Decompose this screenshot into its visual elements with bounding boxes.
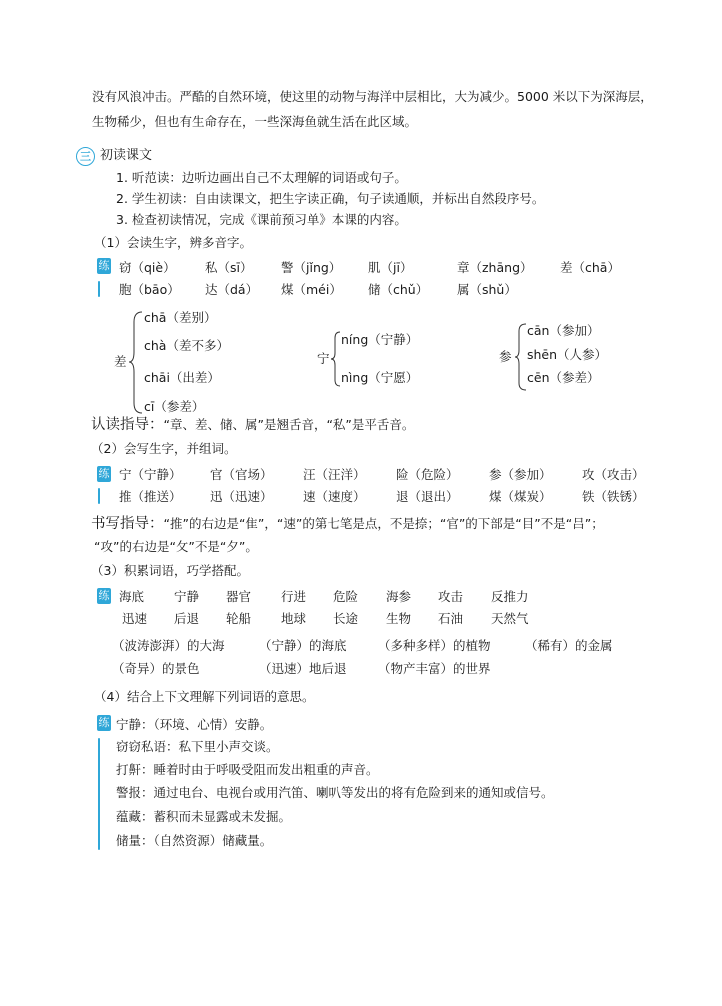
word-item: 后退 bbox=[174, 611, 200, 626]
write-guide-label: 书写指导： bbox=[91, 516, 164, 532]
write-item: 险（危险） bbox=[396, 467, 459, 482]
pinyin-item: 差（chā） bbox=[560, 260, 620, 275]
write-item: 攻（攻击） bbox=[582, 467, 645, 482]
word-item: 长途 bbox=[333, 611, 359, 626]
collocation-item: （稀有）的金属 bbox=[525, 638, 613, 653]
practice-tag: 练 bbox=[98, 467, 110, 480]
intro-line-1: 没有风浪冲击。严酷的自然环境，使这里的动物与海洋中层相比，大为减少。5000 米以下为深海层， bbox=[92, 89, 653, 104]
write-item: 参（参加） bbox=[489, 467, 552, 482]
word-item: 生物 bbox=[386, 611, 412, 626]
write-item: 退（退出） bbox=[396, 489, 459, 504]
polyphone-char-ning: 宁 bbox=[317, 351, 330, 366]
section-title: 初读课文 bbox=[100, 148, 153, 163]
word-item: 海底 bbox=[119, 589, 145, 604]
practice-marker bbox=[98, 281, 100, 297]
polyphone-reading: níng（宁静） bbox=[341, 332, 419, 347]
polyphone-char-cha: 差 bbox=[114, 354, 127, 369]
read-guide-text: “章、差、储、属”是翘舌音，“私”是平舌音。 bbox=[163, 417, 415, 432]
read-guide-label: 认读指导： bbox=[91, 417, 164, 433]
write-item: 宁（宁静） bbox=[119, 467, 182, 482]
pinyin-item: 章（zhāng） bbox=[457, 260, 533, 275]
write-item: 迅（迅速） bbox=[210, 489, 273, 504]
subsection-1-title: （1）会读生字，辨多音字。 bbox=[94, 235, 252, 250]
practice-tag: 练 bbox=[98, 259, 110, 272]
word-item: 危险 bbox=[333, 589, 359, 604]
write-guide-text: “推”的右边是“隹”，“速”的第七笔是点，不是捺；“官”的下部是“目”不是“吕”； bbox=[163, 516, 604, 531]
meaning-item: 打鼾：睡着时由于呼吸受阻而发出粗重的声音。 bbox=[116, 762, 379, 777]
polyphone-char-can: 参 bbox=[499, 349, 512, 364]
polyphone-reading: chāi（出差） bbox=[144, 370, 220, 385]
step-3: 3. 检查初读情况，完成《课前预习单》本课的内容。 bbox=[116, 212, 407, 227]
practice-tag: 练 bbox=[98, 716, 110, 729]
meaning-item: 储量：（自然资源）储藏量。 bbox=[116, 833, 273, 848]
word-item: 天然气 bbox=[491, 611, 529, 626]
collocation-item: （奇异）的景色 bbox=[112, 661, 200, 676]
write-item: 推（推送） bbox=[119, 489, 182, 504]
polyphone-reading: chā（差别） bbox=[144, 310, 217, 325]
subsection-2-title: （2）会写生字，并组词。 bbox=[91, 441, 237, 456]
subsection-3-title: （3）积累词语，巧学搭配。 bbox=[91, 563, 249, 578]
subsection-4-title: （4）结合上下文理解下列词语的意思。 bbox=[94, 689, 315, 704]
pinyin-item: 胞（bāo） bbox=[119, 282, 180, 297]
practice-marker bbox=[98, 738, 100, 850]
collocation-item: （迅速）地后退 bbox=[259, 661, 347, 676]
collocation-item: （波涛澎湃）的大海 bbox=[112, 638, 225, 653]
pinyin-item: 窃（qiè） bbox=[119, 260, 176, 275]
word-item: 行进 bbox=[281, 589, 307, 604]
polyphone-reading: shēn（人参） bbox=[527, 347, 608, 362]
collocation-item: （物产丰富）的世界 bbox=[378, 661, 491, 676]
meaning-item: 警报：通过电台、电视台或用汽笛、喇叭等发出的将有危险到来的通知或信号。 bbox=[116, 785, 554, 800]
write-item: 官（官场） bbox=[210, 467, 273, 482]
word-item: 器官 bbox=[226, 589, 252, 604]
polyphone-reading: cān（参加） bbox=[527, 323, 600, 338]
word-item: 海参 bbox=[386, 589, 412, 604]
step-2: 2. 学生初读：自由读课文，把生字读正确，句子读通顺，并标出自然段序号。 bbox=[116, 191, 545, 206]
write-item: 速（速度） bbox=[303, 489, 366, 504]
collocation-item: （多种多样）的植物 bbox=[378, 638, 491, 653]
pinyin-item: 储（chǔ） bbox=[368, 282, 429, 297]
polyphone-reading: cī（参差） bbox=[144, 399, 205, 414]
polyphone-reading: chà（差不多） bbox=[144, 338, 229, 353]
write-item: 铁（铁锈） bbox=[582, 489, 645, 504]
meaning-item: 窃窃私语：私下里小声交谈。 bbox=[116, 739, 279, 754]
word-item: 迅速 bbox=[122, 611, 148, 626]
write-guide bbox=[91, 515, 604, 533]
polyphone-reading: nìng（宁愿） bbox=[341, 370, 419, 385]
brace-icon bbox=[514, 322, 528, 392]
pinyin-item: 达（dá） bbox=[205, 282, 259, 297]
word-item: 攻击 bbox=[438, 589, 464, 604]
word-item: 宁静 bbox=[174, 589, 200, 604]
intro-line-2: 生物稀少，但也有生命存在，一些深海鱼就生活在此区域。 bbox=[92, 114, 418, 129]
write-guide-text-2: “攻”的右边是“攵”不是“夕”。 bbox=[94, 539, 258, 554]
collocation-item: （宁静）的海底 bbox=[259, 638, 347, 653]
pinyin-item: 煤（méi） bbox=[281, 282, 342, 297]
section-number-badge: 三 bbox=[76, 147, 95, 166]
practice-marker bbox=[98, 488, 100, 504]
word-item: 轮船 bbox=[226, 611, 252, 626]
word-item: 地球 bbox=[281, 611, 307, 626]
read-guide bbox=[91, 416, 414, 434]
pinyin-item: 肌（jī） bbox=[368, 260, 413, 275]
pinyin-item: 属（shǔ） bbox=[457, 282, 517, 297]
write-item: 煤（煤炭） bbox=[489, 489, 552, 504]
pinyin-item: 警（jǐng） bbox=[281, 260, 342, 275]
write-item: 汪（汪洋） bbox=[303, 467, 366, 482]
step-1: 1. 听范读：边听边画出自己不太理解的词语或句子。 bbox=[116, 170, 407, 185]
brace-icon bbox=[128, 310, 144, 415]
word-item: 反推力 bbox=[491, 589, 529, 604]
meaning-item: 宁静：（环境、心情）安静。 bbox=[116, 717, 273, 732]
word-item: 石油 bbox=[438, 611, 464, 626]
pinyin-item: 私（sī） bbox=[205, 260, 253, 275]
meaning-item: 蕴藏：蓄积而未显露或未发掘。 bbox=[116, 809, 292, 824]
polyphone-reading: cēn（参差） bbox=[527, 370, 600, 385]
practice-tag: 练 bbox=[98, 589, 110, 602]
